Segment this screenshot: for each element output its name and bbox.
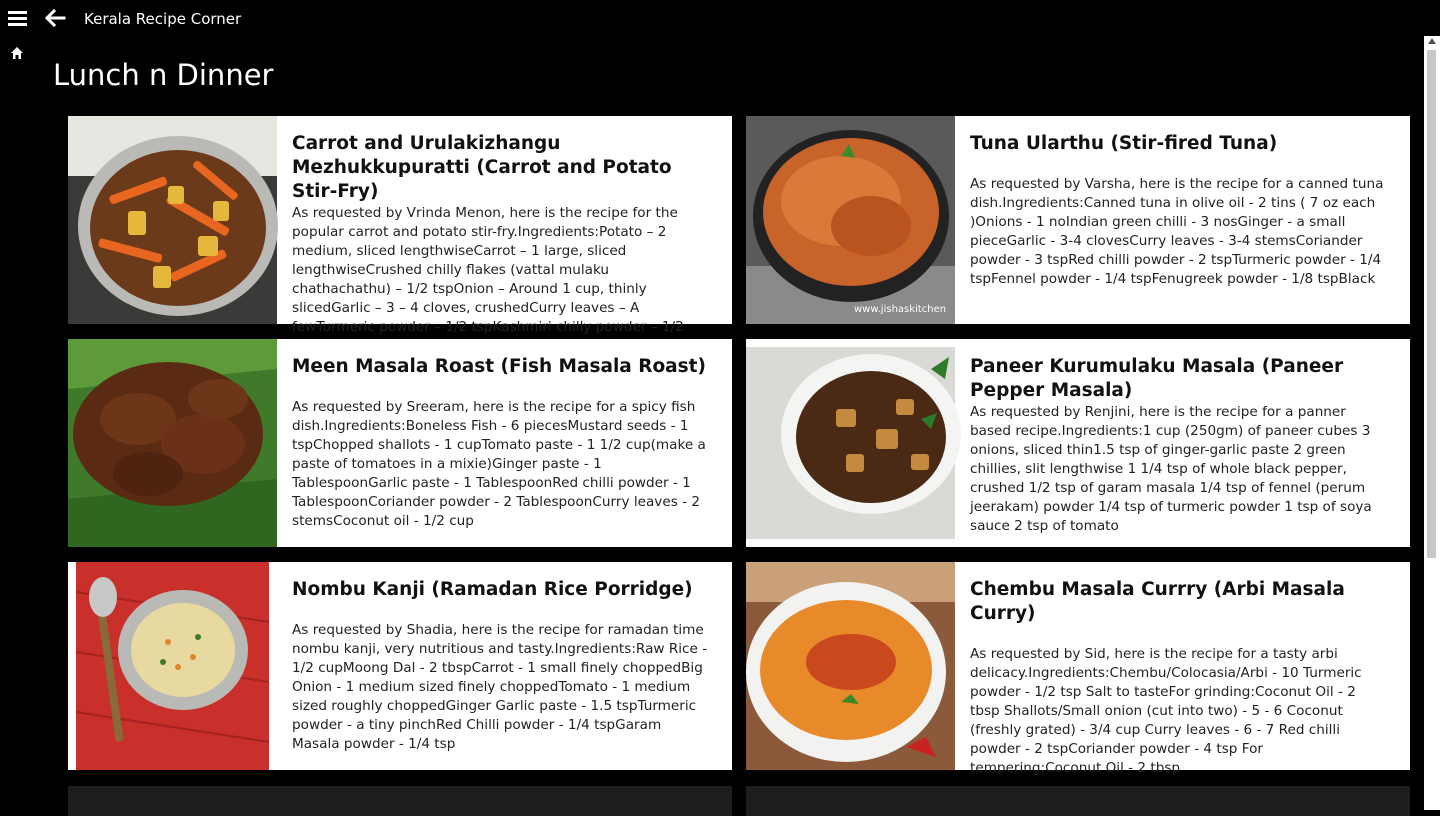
recipe-text — [970, 578, 1386, 776]
recipe-text — [292, 355, 708, 529]
back-arrow-icon[interactable] — [44, 7, 66, 29]
recipe-image — [746, 116, 955, 324]
scrollbar-thumb[interactable] — [1427, 50, 1436, 558]
page-title: Lunch n Dinner — [53, 58, 274, 92]
recipe-text — [970, 355, 1386, 534]
recipe-title: Carrot and Urulakizhangu Mezhukkupuratti (Carrot and Potato Stir-Fry) — [292, 133, 672, 202]
app-title: Kerala Recipe Corner — [84, 10, 242, 28]
recipe-image — [68, 339, 277, 547]
recipe-card[interactable] — [68, 339, 732, 547]
recipe-description: As requested by Renjini, here is the recipe for a panner based recipe.Ingredients:1 cup (250gm) of paneer cubes 3 onions, sliced thin1.5 tsp of ginger-garlic paste 2 green chillies, slit lengthwise 1 1/4 tsp of whole black pepper, crushed 1/2 tsp of garam masala 1/4 tsp of fennel (perum jeerakam) powder 1/4 tsp of turmeric powder 1 tsp of soya sauce 2 tsp of tomato — [970, 404, 1372, 534]
recipe-description: As requested by Varsha, here is the recipe for a canned tuna dish.Ingredients:Canned tuna in olive oil - 2 tins ( 7 oz each )Onions - 1 noIndian green chilli - 3 nosGinger - a small pieceGarlic - 3-4 clovesCurry leaves - 3-4 stemsCoriander powder - 3 tspRed chilli powder - 2 tspTurmeric powder - 1/4 tspFennel powder - 1/4 tspFenugreek powder - 1/8 tspBlack — [970, 176, 1384, 287]
recipe-title: Chembu Masala Currry (Arbi Masala Curry) — [970, 579, 1345, 624]
recipe-card[interactable] — [746, 116, 1410, 324]
hamburger-icon[interactable] — [8, 11, 27, 27]
vertical-scrollbar[interactable] — [1424, 36, 1440, 810]
recipe-card[interactable] — [68, 116, 732, 335]
recipe-card[interactable] — [746, 562, 1410, 776]
home-icon[interactable] — [10, 45, 24, 59]
recipe-description: As requested by Vrinda Menon, here is the recipe for the popular carrot and potato stir-fry.Ingredients:Potato – 2 medium, sliced lengthwiseCarrot – 1 large, sliced lengthwiseCrushed chilly flakes (vattal mulaku chathachathu) – 1/2 tspOnion – Around 1 cup, thinly slicedGarlic – 3 – 4 cloves, crushedCurry leaves – A fewTurmeric powder – 1/2 tspKashmiri chilly powder – 1/2 — [292, 205, 684, 335]
recipe-title: Paneer Kurumulaku Masala (Paneer Pepper Masala) — [970, 356, 1344, 401]
scroll-up-arrow-icon[interactable] — [1428, 38, 1436, 44]
recipe-card[interactable] — [746, 339, 1410, 547]
recipe-card[interactable] — [68, 562, 732, 770]
title-bar — [0, 0, 1440, 38]
recipe-image — [68, 562, 277, 770]
recipe-title: Meen Masala Roast (Fish Masala Roast) — [292, 356, 706, 377]
recipe-title: Nombu Kanji (Ramadan Rice Porridge) — [292, 579, 693, 600]
recipe-description: As requested by Shadia, here is the recipe for ramadan time nombu kanji, very nutritious and tasty.Ingredients:Raw Rice - 1/2 cupMoong Dal - 2 tbspCarrot - 1 small finely choppedBig Onion - 1 medium sized finely choppedTomato - 1 medium sized roughly choppedGinger Garlic paste - 1.5 tspTurmeric powder - a tiny pinchRed Chilli powder - 1/4 tspGaram Masala powder - 1/4 tsp — [292, 622, 708, 752]
recipe-card-partial[interactable] — [68, 786, 732, 816]
recipe-card-partial[interactable] — [746, 786, 1410, 816]
recipe-text — [292, 132, 708, 335]
recipe-text — [292, 578, 708, 752]
recipe-description: As requested by Sid, here is the recipe for a tasty arbi delicacy.Ingredients:Chembu/Colocasia/Arbi - 10 Turmeric powder - 1/2 tsp Salt to tasteFor grinding:Coconut Oil - 2 tbsp Shallots/Small onion (cut into two) - 5 - 6 Coconut (freshly grated) - 3/4 cup Curry leaves - 6 - 7 Red chilli powder - 2 tspCoriander powder - 4 tsp For tempering:Coconut Oil - 2 tbsp — [970, 646, 1362, 776]
recipe-image — [746, 562, 955, 770]
recipe-title: Tuna Ularthu (Stir-fired Tuna) — [970, 133, 1278, 154]
recipe-image — [68, 116, 277, 324]
recipe-image — [746, 339, 955, 547]
recipe-description: As requested by Sreeram, here is the recipe for a spicy fish dish.Ingredients:Boneless Fish - 6 piecesMustard seeds - 1 tspChopped shallots - 1 cupTomato paste - 1 1/2 cup(make a paste of tomatoes in a mixie)Ginger paste - 1 TablespoonGarlic paste - 1 TablespoonRed chilli powder - 1 TablespoonCoriander powder - 2 TablespoonCurry leaves - 2 stemsCoconut oil - 1/2 cup — [292, 399, 706, 529]
recipe-text — [970, 132, 1386, 287]
image-watermark: www.jishaskitchen — [854, 304, 947, 315]
